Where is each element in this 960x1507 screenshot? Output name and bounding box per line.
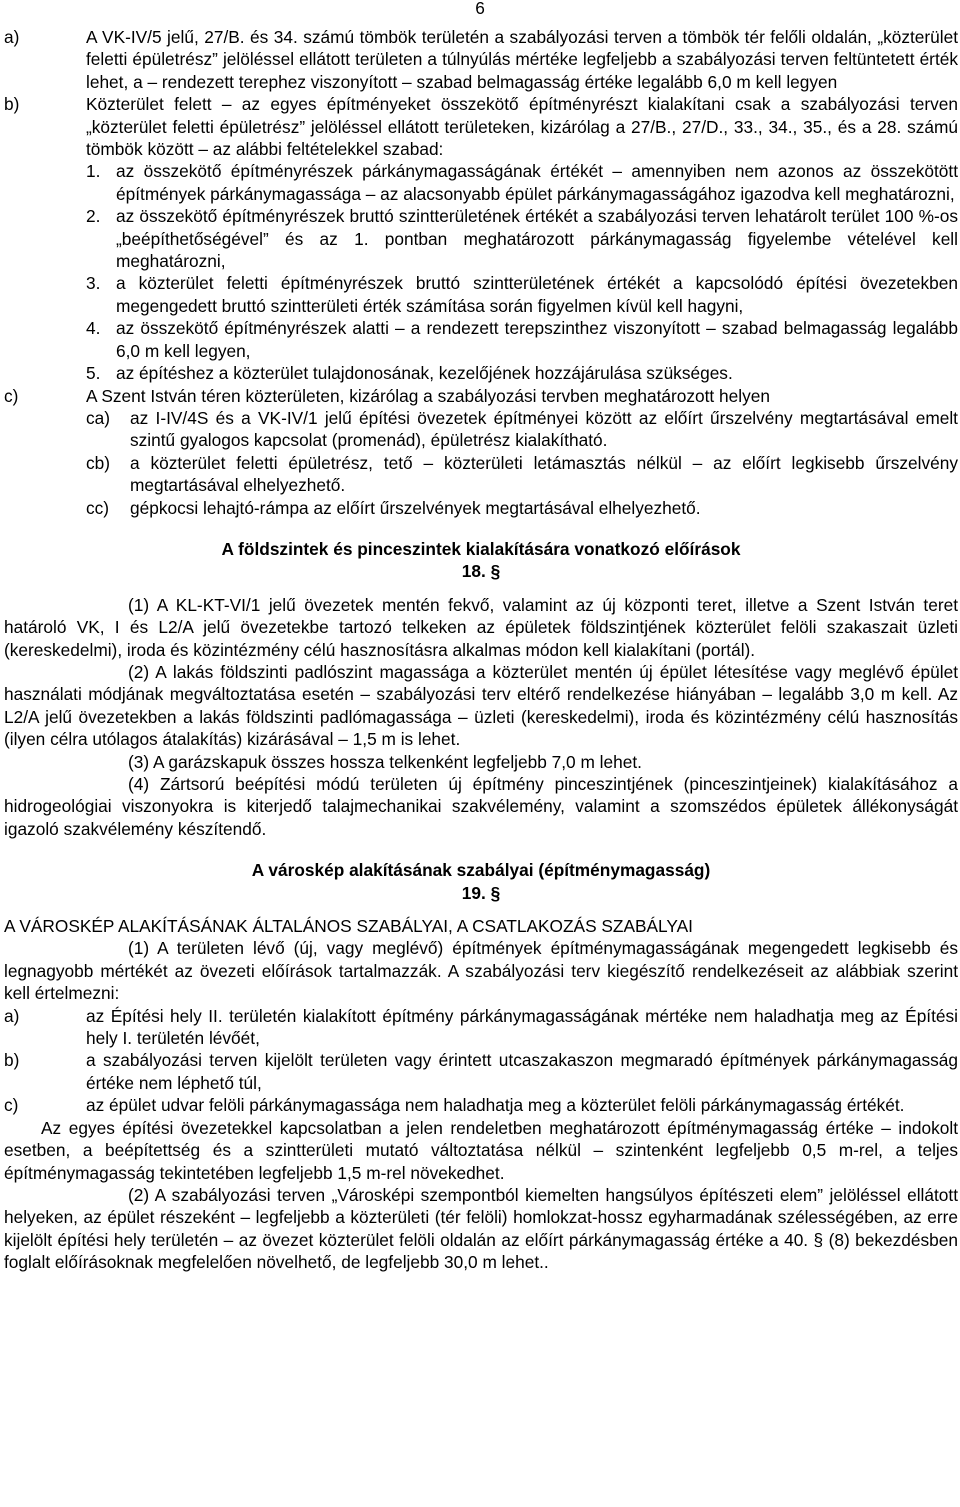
sub-item bbox=[86, 317, 958, 362]
item-text: a szabályozási terven kijelölt területen vagy érintett utcaszakaszon megmaradó építmények párkánymagasság értéke nem léphető túl, bbox=[86, 1050, 958, 1093]
sub-item bbox=[86, 452, 958, 497]
section-18-paragraph: (2) A lakás földszinti padlószint magassága a közterület mentén új épület létesítése vagy meglévő épület használati módjának megváltoztatása esetén – szabályozási terv eltérő rendelkezése hiányában – legalább 3,0 m kell. Az L2/A jelű övezetekben a lakás földszinti padlómagassága – üzleti (kereskedelmi), iroda és közintézmény célú hasznosítás (ilyen célra utólagos átalakítás) kizárásával – 1,5 m is lehet. bbox=[4, 661, 958, 750]
list-item-a bbox=[4, 26, 958, 93]
section-19-closing: Az egyes építési övezetekkel kapcsolatban a jelen rendeletben meghatározott építménymagasság értéke – indokolt esetben, a beépítettség és a szintterületi mutató változtatása nélkül – szintenként legfeljebb 0,5 m-rel, a teljes építménymagasság tekintetében legfeljebb 1,5 m-rel növekedhet. bbox=[4, 1117, 958, 1183]
section-18-heading: A földszintek és pinceszintek kialakítására vonatkozó előírások bbox=[221, 538, 741, 559]
sub-item-text: a közterület feletti építményrészek bruttó szintterületének értékét a kapcsolódó építési övezetekben megengedett bruttó szintterületi érték számítása során figyelmen kívül kell hagyni, bbox=[116, 273, 958, 316]
sub-item-label: 3. bbox=[86, 273, 101, 294]
b-sublist bbox=[4, 160, 958, 384]
item-text: az Építési hely II. területén kialakított építmény párkánymagasságának mértéke nem haladhatja meg az Építési hely I. területén lévőét, bbox=[86, 1005, 958, 1049]
item-label: b) bbox=[4, 94, 20, 115]
sub-item-label: 4. bbox=[86, 318, 101, 339]
sub-item-label: cb) bbox=[86, 452, 111, 473]
c-sublist bbox=[4, 407, 958, 519]
sub-item-label: 1. bbox=[86, 161, 101, 182]
sub-item-text: az összekötő építményrészek párkánymagasságának értékét – amennyiben nem azonos az összekötött építmények párkánymagassága – az alacsonyabb épület párkánymagasságához igazodva kell meghatározni, bbox=[116, 161, 958, 204]
section-18-paragraph: (1) A KL-KT-VI/1 jelű övezetek mentén fekvő, valamint az új központi teret, illetve a Szent István teret határoló VK, I és L2/A jelű övezetekbe tartozó telkeken az épületek földszintjének közterület felöli szakaszait üzleti (kereskedelmi), iroda és közintézmény célú hasznosításra alkalmas módon kell kialakítani (portál). bbox=[4, 594, 958, 660]
item-text: az épület udvar felöli párkánymagassága nem haladhatja meg a közterület felöli párkánymagasság értékét. bbox=[86, 1095, 905, 1116]
sub-item-text: az összekötő építményrészek bruttó szintterületének értékét a szabályozási terven lehatárolt terület 100 %-os „beépíthetőségével” és az 1. pontban meghatározott párkánymagasság figyelembe vételével kell meghatározni, bbox=[116, 206, 958, 272]
item-label: a) bbox=[4, 27, 20, 47]
sub-item-label: ca) bbox=[86, 407, 111, 428]
sub-item bbox=[86, 362, 958, 384]
item-label: c) bbox=[4, 1095, 19, 1116]
sub-item-label: 5. bbox=[86, 363, 101, 384]
list-item-b bbox=[4, 93, 958, 160]
sub-item-label: cc) bbox=[86, 497, 110, 518]
sub-item-text: az építéshez a közterület tulajdonosának, kezelőjének hozzájárulása szükséges. bbox=[116, 363, 733, 384]
sub-item-label: 2. bbox=[86, 206, 101, 227]
list-item-c bbox=[4, 385, 958, 407]
sub-item bbox=[86, 497, 958, 519]
list-item bbox=[4, 1049, 958, 1094]
sub-item bbox=[86, 407, 958, 452]
item-label: b) bbox=[4, 1050, 20, 1071]
item-text: Közterület felett – az egyes építményeket összekötő építményrészt kialakítani csak a szabályozási terven „közterület feletti épületrész” jelöléssel ellátott területeken, kizárólag a 27/B., 27/D., 33., 34., 35., és a 28. számú tömbök között – az alábbi feltételekkel szabad: bbox=[86, 94, 958, 160]
list-item bbox=[4, 1094, 958, 1116]
item-label: a) bbox=[4, 1005, 20, 1026]
sub-item bbox=[86, 272, 958, 317]
section-18-number: 18. § bbox=[461, 561, 501, 582]
list-item bbox=[4, 1005, 958, 1050]
section-19-paragraph: (1) A területen lévő (új, vagy meglévő) építmények építménymagasságának megengedett legkisebb és legnagyobb mértékét az övezeti előírások tartalmazzák. A szabályozási terv kiegészítő rendelkezéseit az alábbiak szerint kell értelmezni: bbox=[4, 938, 958, 1004]
sub-item-text: az I-IV/4S és a VK-IV/1 jelű építési övezetek építményei között az előírt űrszelvény megtartásával emelt szintű gyalogos kapcsolat (promenád), épületrész kialakítható. bbox=[130, 407, 958, 451]
page-number: 6 bbox=[475, 0, 485, 18]
sub-item-text: az összekötő építményrészek alatti – a rendezett terepszinthez viszonyított – szabad belmagasság legalább 6,0 m kell legyen, bbox=[116, 318, 958, 361]
section-19-number: 19. § bbox=[461, 882, 501, 903]
section-19-subheading: A VÁROSKÉP ALAKÍTÁSÁNAK ÁLTALÁNOS SZABÁLYAI, A CSATLAKOZÁS SZABÁLYAI bbox=[4, 916, 693, 937]
sub-item bbox=[86, 205, 958, 272]
section-19-heading: A városkép alakításának szabályai (építménymagasság) bbox=[251, 860, 711, 881]
item-label: c) bbox=[4, 385, 19, 406]
section-18-paragraph: (3) A garázskapuk összes hossza telkenként legfeljebb 7,0 m lehet. bbox=[128, 751, 642, 772]
sub-item-text: a közterület feletti épületrész, tető – közterületi letámasztás nélkül – az előírt legkisebb űrszelvény megtartásával elhelyezhető. bbox=[130, 452, 958, 496]
sub-item bbox=[86, 160, 958, 205]
section-19-paragraph: (2) A szabályozási terven „Városképi szempontból kiemelten hangsúlyos építészeti elem” jelöléssel ellátott helyeken, az épület részeként – legfeljebb a közterületi (tér felöli) homlokzat-hossz egyharmadának szélességében, az erre kijelölt építési hely területén – az övezet közterület felöli oldalán az előírt párkánymagasság értéke a 40. § (8) bekezdésben foglalt előírásoknak megfelelően növelhető, de legfeljebb 30,0 m lehet.. bbox=[4, 1184, 958, 1273]
section-18-paragraph: (4) Zártsorú beépítési módú területen új építmény pinceszintjének (pinceszintjeinek) kialakításához a hidrogeológiai viszonyokra is kiterjedő talajmechanikai szakvélemény, valamint a szomszédos épületek állékonyságát igazoló szakvélemény készítendő. bbox=[4, 774, 958, 839]
item-text: A VK-IV/5 jelű, 27/B. és 34. számú tömbök területén a szabályozási terven a tömbök tér felőli oldalán, „közterület feletti épületrész” jelöléssel ellátott területen a túlnyúlás mértéke legfeljebb a szabályozási terven feltüntetett érték lehet, a – rendezett terephez viszonyított – szabad belmagasság értéke legalább 6,0 m kell legyen bbox=[86, 27, 958, 92]
item-text: A Szent István téren közterületen, kizárólag a szabályozási tervben meghatározott helyen bbox=[86, 385, 770, 406]
sub-item-text: gépkocsi lehajtó-rámpa az előírt űrszelvények megtartásával elhelyezhető. bbox=[130, 497, 701, 518]
document-body bbox=[4, 26, 958, 1274]
